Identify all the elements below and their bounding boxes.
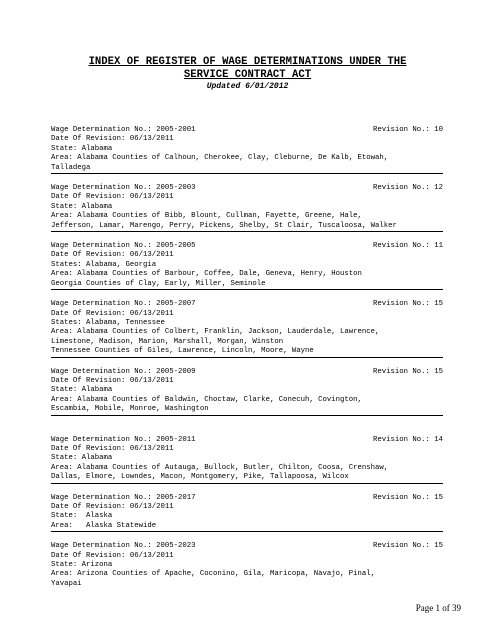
document-title-line-2: SERVICE CONTRACT ACT [183,69,312,81]
revision-date: Date Of Revision: 06/13/2011 [51,193,174,202]
state: State: Alabama [51,454,113,463]
area: Area: Alabama Counties of Calhoun, Cherokee, Clay, Cleburne, De Kalb, Etowah, [51,154,389,163]
list-item [51,436,443,484]
area: Area: Arizona Counties of Apache, Coconino, Gila, Maricopa, Navajo, Pinal, [51,570,376,579]
entry-header-row [51,242,443,251]
wage-determination-number: Wage Determination No.: 2005-2009 [51,367,196,376]
list-item [51,242,443,290]
wage-determination-number: Wage Determination No.: 2005-2011 [51,435,196,444]
wage-determination-number: Wage Determination No.: 2005-2003 [51,184,196,193]
list-item [51,368,443,416]
state: State: Alabama [51,144,113,153]
revision-number: Revision No.: 14 [372,435,443,444]
area-continued: Jefferson, Lamar, Marengo, Perry, Pickens, Shelby, St Clair, Tuscaloosa, Walker [51,221,397,230]
revision-date: Date Of Revision: 06/13/2011 [51,251,174,260]
revision-date: Date Of Revision: 06/13/2011 [51,551,174,560]
area-continued: Talladega [51,163,91,172]
state: State: Alaska [51,512,113,521]
revision-date: Date Of Revision: 06/13/2011 [51,503,174,511]
wage-determination-number: Wage Determination No.: 2005-2005 [51,242,196,251]
area: Area: Alabama Counties of Barbour, Coffee, Dale, Geneva, Henry, Houston [51,270,362,279]
revision-date: Date Of Revision: 06/13/2011 [51,309,174,318]
entry-header-row [51,184,443,193]
wage-determination-list [51,126,443,599]
updated-date: Updated 6/01/2012 [206,82,289,91]
revision-number: Revision No.: 15 [372,493,443,502]
area-continued: Limestone, Madison, Marion, Marshall, Morgan, Winston [51,337,284,346]
state: States: Alabama, Georgia [51,260,157,269]
list-item [51,494,443,533]
entry-header-row [51,494,443,503]
entry-header-row [51,368,443,377]
area-continued: Georgia Counties of Clay, Early, Miller, Seminole [51,279,266,288]
revision-number: Revision No.: 12 [372,184,443,193]
state: State: Alabama [51,386,113,395]
wage-determination-number: Wage Determination No.: 2005-2017 [51,493,196,502]
area-continued: Escambia, Mobile, Monroe, Washington [51,405,209,414]
list-item [51,126,443,174]
list-item [51,300,443,357]
wage-determination-number: Wage Determination No.: 2005-2007 [51,300,196,309]
entry-header-row [51,436,443,445]
revision-date: Date Of Revision: 06/13/2011 [51,135,174,144]
area: Area: Alabama Counties of Autauga, Bullock, Butler, Chilton, Coosa, Crenshaw, [51,463,389,472]
area: Area: Alabama Counties of Bibb, Blount, Cullman, Fayette, Greene, Hale, [51,212,362,221]
entry-header-row [51,300,443,309]
area-continued: Dallas, Elmore, Lowndes, Macon, Montgomery, Pike, Tallapoosa, Wilcox [51,473,349,482]
revision-number: Revision No.: 15 [372,542,443,551]
revision-number: Revision No.: 15 [372,367,443,376]
revision-date: Date Of Revision: 06/13/2011 [51,444,174,453]
document-title-line-1: INDEX OF REGISTER OF WAGE DETERMINATIONS UNDER THE [88,56,407,68]
state: States: Alabama, Tennessee [51,318,165,327]
area-continued: Yavapai [51,579,82,588]
area-continued: Tennessee Counties of Giles, Lawrence, Lincoln, Moore, Wayne [51,347,314,356]
entry-header-row [51,126,443,135]
revision-number: Revision No.: 11 [372,242,443,251]
page-number: Page 1 of 39 [415,603,461,613]
wage-determination-number: Wage Determination No.: 2005-2001 [51,126,196,134]
revision-date: Date Of Revision: 06/13/2011 [51,376,174,385]
document-header [0,56,495,92]
list-item [51,542,443,589]
state: State: Alabama [51,202,113,211]
wage-determination-number: Wage Determination No.: 2005-2023 [51,542,196,551]
state: State: Arizona [51,561,113,570]
revision-number: Revision No.: 10 [372,126,443,134]
area: Area: Alaska Statewide [51,521,157,530]
entry-header-row [51,542,443,551]
area: Area: Alabama Counties of Colbert, Franklin, Jackson, Lauderdale, Lawrence, [51,328,380,337]
revision-number: Revision No.: 15 [372,300,443,309]
list-item [51,184,443,232]
area: Area: Alabama Counties of Baldwin, Choctaw, Clarke, Conecuh, Covington, [51,395,362,404]
